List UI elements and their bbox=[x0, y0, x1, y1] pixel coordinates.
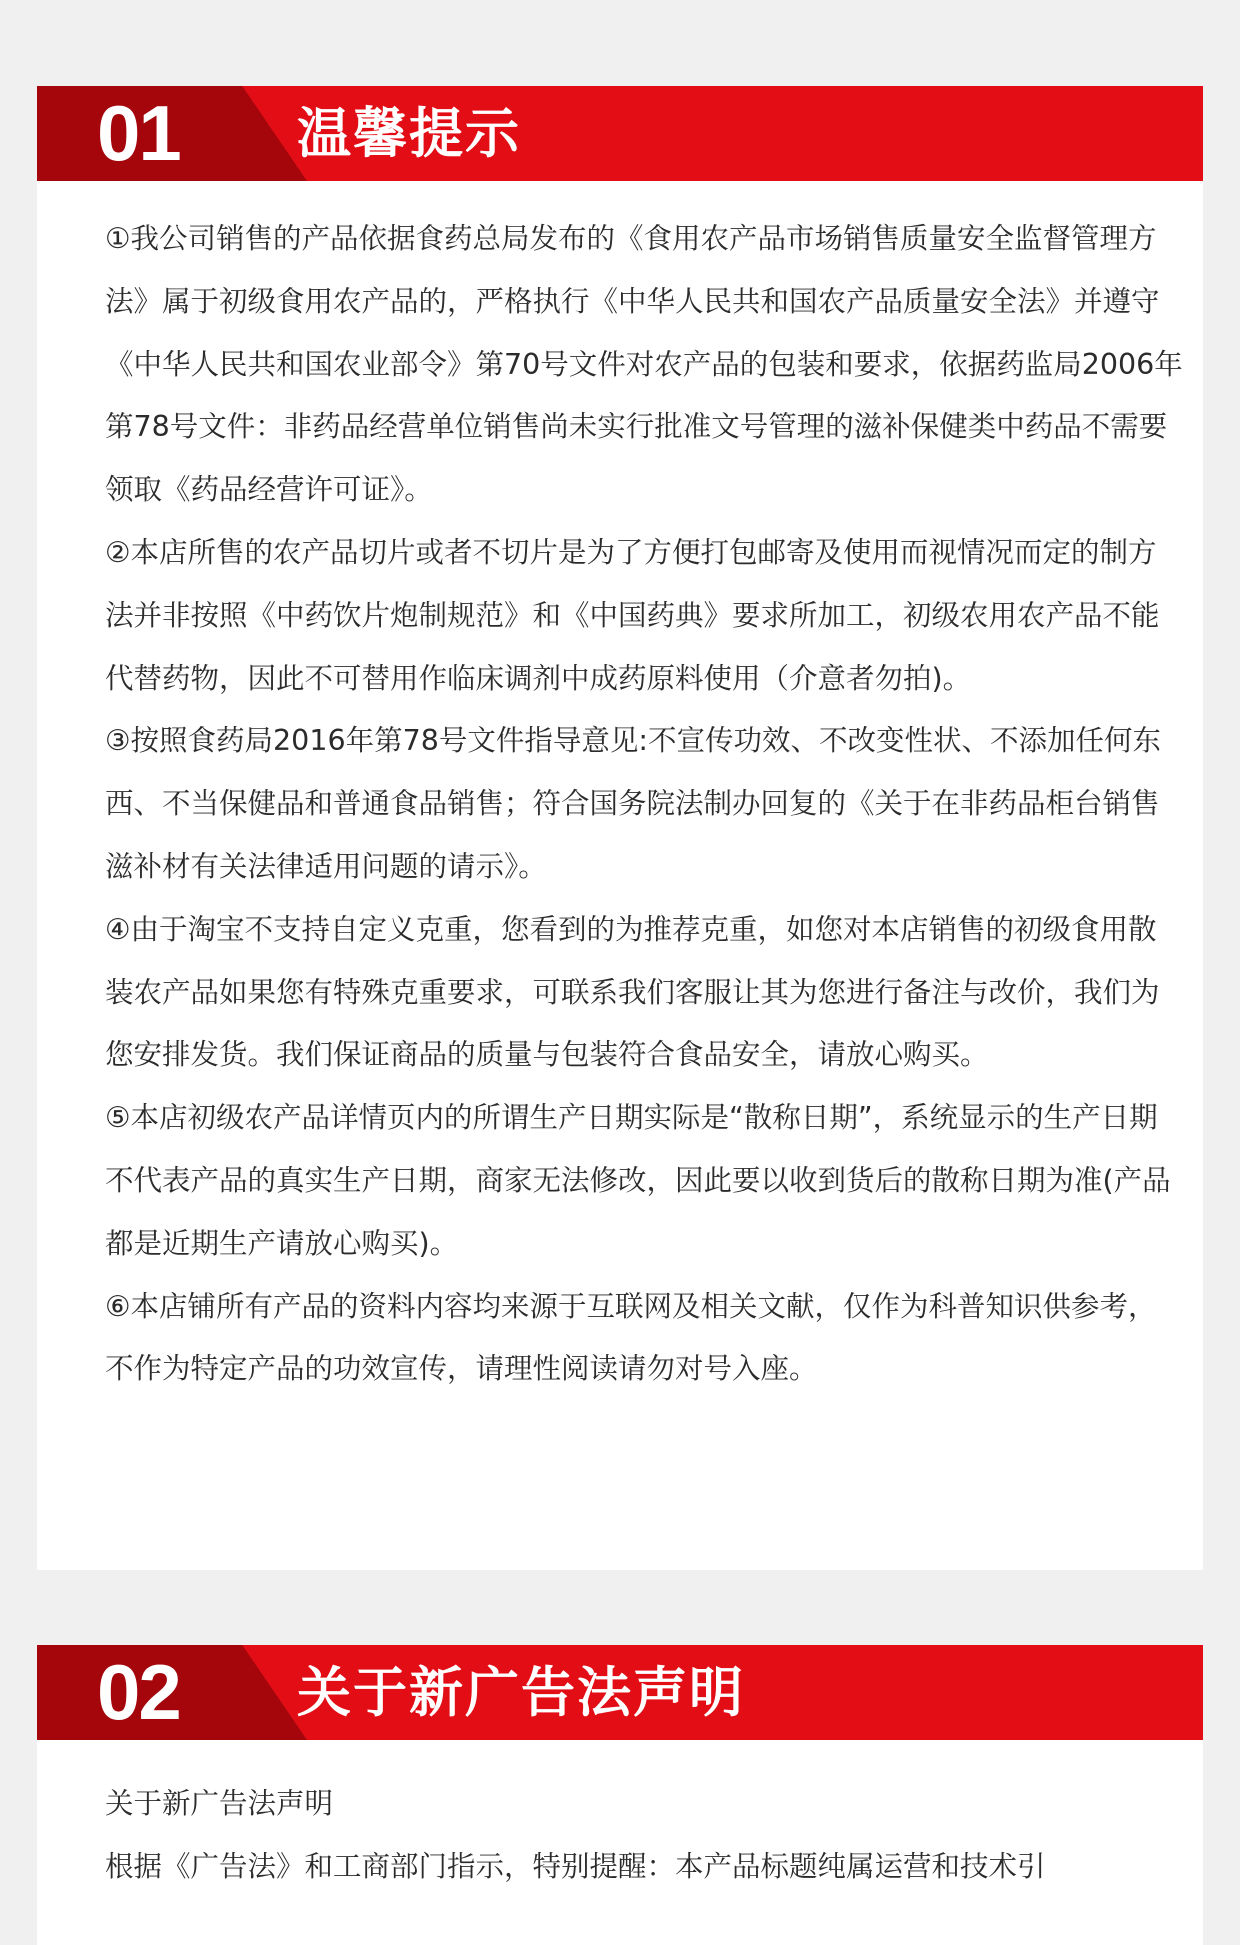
section-banner bbox=[37, 86, 1203, 181]
section-number: 01 bbox=[97, 89, 180, 177]
ad-law-paragraph: 根据《广告法》和工商部门指示，特别提醒：本产品标题纯属运营和技术引 bbox=[105, 1849, 1046, 1883]
ad-law-heading: 关于新广告法声明 bbox=[105, 1787, 334, 1820]
section-content bbox=[105, 208, 1185, 1401]
notice-paragraph-6: ⑥本店铺所有产品的资料内容均来源于互联网及相关文献，仅作为科普知识供参考，不作为特定产品的功效宣传，请理性阅读请勿对号入座。 bbox=[105, 1289, 1157, 1386]
notice-paragraph-4: ④由于淘宝不支持自定义克重，您看到的为推荐克重，如您对本店销售的初级食用散装农产品如果您有特殊克重要求，可联系我们客服让其为您进行备注与改价，我们为您安排发货。我们保证商品的质量与包装符合食品安全，请放心购买。 bbox=[105, 912, 1160, 1072]
section-title: 温馨提示 bbox=[297, 102, 521, 165]
section-title: 关于新广告法声明 bbox=[297, 1661, 745, 1724]
notice-paragraph-2: ②本店所售的农产品切片或者不切片是为了方便打包邮寄及使用而视情况而定的制方法并非按照《中药饮片炮制规范》和《中国药典》要求所加工，初级农用农产品不能代替药物，因此不可替用作临床调剂中成药原料使用（介意者勿拍)。 bbox=[105, 535, 1160, 695]
notice-section bbox=[37, 86, 1203, 1570]
section-content bbox=[105, 1773, 1185, 1899]
ad-law-section bbox=[37, 1645, 1203, 1945]
notice-paragraph-1: ①我公司销售的产品依据食药总局发布的《食用农产品市场销售质量安全监督管理方法》属于初级食用农产品的，严格执行《中华人民共和国农产品质量安全法》并遵守《中华人民共和国农业部令》第70号文件对农产品的包装和要求，依据药监局2006年第78号文件：非药品经营单位销售尚未实行批准文号管理的滋补保健类中药品不需要领取《药品经营许可证》。 bbox=[105, 222, 1183, 507]
section-banner bbox=[37, 1645, 1203, 1740]
section-number: 02 bbox=[97, 1648, 180, 1736]
notice-paragraph-3: ③按照食药局2016年第78号文件指导意见:不宣传功效、不改变性状、不添加任何东西、不当保健品和普通食品销售；符合国务院法制办回复的《关于在非药品柜台销售滋补材有关法律适用问题的请示》。 bbox=[105, 724, 1161, 883]
notice-paragraph-5: ⑤本店初级农产品详情页内的所谓生产日期实际是“散称日期”，系统显示的生产日期不代表产品的真实生产日期，商家无法修改，因此要以收到货后的散称日期为准(产品都是近期生产请放心购买)。 bbox=[105, 1101, 1171, 1260]
